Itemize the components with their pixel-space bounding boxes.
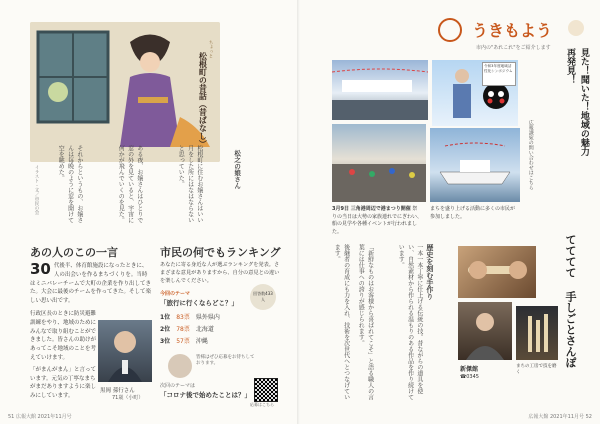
photo-craft-work — [516, 306, 558, 360]
photo-craftsman-art — [458, 302, 512, 360]
story-body-col3: それからというもの、お嬢さんは毎晩のように窓を開けて空を眺めた。 — [57, 145, 83, 223]
side-note: 広報課宛の問い合わせはこちら — [527, 120, 534, 190]
story-credit: イラスト・文／市民の会 — [33, 165, 39, 215]
hitokoto-heading: あの人のこの一言 — [30, 246, 118, 259]
photo-festival-crowd — [332, 124, 426, 202]
hitokoto-body2: 行政区長のときに防災避難訓練をやり、地域のためにみんなで取り組むことができました。皆さんの助けがあってこそ地域のことを考えていけます。 — [30, 310, 97, 361]
right-folio: 広報大館 2021年11月号 52 — [528, 414, 592, 420]
left-folio: 51 広報大館 2021年11月号 — [8, 414, 72, 420]
ranking-rank: 2位 — [160, 326, 171, 333]
story-body-col2: ある夜、お嬢さんはひとりで窓の外を見ていると、宇宙に何かが飛んでいくのを見た。 — [117, 145, 143, 223]
ranking-row — [160, 336, 208, 345]
story-illustration — [30, 22, 220, 162]
ranking-row — [160, 312, 220, 321]
ranking-rank: 1位 — [160, 314, 171, 321]
title-circle-icon — [438, 18, 462, 42]
story-illustration-art — [30, 22, 220, 162]
story-body-col1: 松根町に住むお嬢さんはいい月をした所にはなはならないと思っていた。 — [177, 145, 203, 223]
portrait-art — [98, 320, 152, 382]
ranking-person-icon — [168, 354, 192, 378]
page-title: うきもよう — [472, 21, 553, 40]
story-series-tag: ちょっと — [207, 40, 213, 58]
ranking-count-badge: 回答数433人 — [250, 284, 276, 310]
ranking-next-theme: 「コロナ後で始めたことは？」 — [160, 391, 251, 399]
ranking-rank: 3位 — [160, 338, 171, 345]
story-title: 松根町の昔話（昔ばなし） — [198, 52, 208, 148]
shop-name: 新傑館 — [460, 366, 479, 373]
shop-phone: ☎0345 — [460, 374, 479, 380]
hitokoto-portrait — [98, 320, 152, 382]
craft-caption: まちの工房で技を磨く — [516, 364, 557, 376]
ranking-place: 北海道 — [195, 326, 214, 333]
right-page — [300, 0, 600, 424]
ranking-heading: 市民の何でもランキング — [160, 246, 281, 259]
photo-caption: 3月9日 三角港周辺で港まつり開催 — [332, 206, 411, 212]
photo-craft-work-art — [516, 306, 558, 360]
craft-heading: てててて 手しごとさんぽ — [564, 234, 578, 368]
photo-harbor-crowd — [332, 60, 428, 120]
ranking-votes: 57票 — [176, 338, 190, 345]
craft-body3: 後継者の育成にも力を入れ、技術を次世代へとつなげています。 — [333, 244, 350, 400]
hitokoto-dropcap: 30 — [30, 260, 51, 278]
feature-tag: 令和3年度地域活性化シンポジウム — [482, 62, 516, 86]
craft-body2: 「新鮮なものはお客様から喜ばれてこそ」と語る職人の言葉には仕事への誇りが感じられます。 — [357, 244, 374, 400]
ranking-votes: 83票 — [176, 314, 190, 321]
ranking-theme: 「旅行に行くならどこ？」 — [160, 299, 238, 307]
photo-caption-block — [332, 206, 422, 236]
hitokoto-name: 黒岡 孫行さん — [100, 388, 135, 394]
ranking-next-note: 皆様はぜひ応募をお待ちしております。 — [196, 355, 255, 367]
hitokoto-body3: 「がまんがまん」と言っています。元気の丁寧なまちがまだありますように楽しみにしています。 — [30, 366, 97, 400]
ranking-row — [160, 324, 214, 333]
caption-body2: まちを盛り上げる活動に多くの市民が参加しました。 — [430, 206, 516, 220]
page-subtitle: 市内の"あれこれ"をご紹介します — [476, 45, 551, 51]
ranking-intro: あなたに寄る身近な人が選ぶランキングを発表。さまざまな意見がありますから、自分の意見との違いを楽しんでください。 — [160, 262, 280, 284]
ranking-theme-label: 今回のテーマ — [160, 291, 191, 297]
craft-body1: 一本一本丁寧に仕上げる伝統の技。昔ながらの道具を使い、自然素材から作られる温もりのある作品を作り続けています。 — [397, 244, 423, 400]
craft-col-heading: 歴史を刻む手作り — [425, 244, 434, 300]
ranking-next-label: 次回のテーマは — [160, 383, 196, 389]
qr-code-icon[interactable] — [254, 378, 278, 402]
ranking-votes: 78票 — [176, 326, 190, 333]
ranking-place: 県外県内 — [195, 314, 220, 321]
photo-ship — [430, 128, 520, 202]
feature-heading: 見た！聞いた！地域の魅力再発見！ — [564, 48, 589, 156]
photo-ship-art — [430, 128, 520, 202]
ranking-place: 沖縄 — [195, 338, 208, 345]
ornament-icon — [568, 20, 584, 36]
photo-craftsman — [458, 302, 512, 360]
photo-craft-hands-art — [458, 246, 536, 298]
hitokoto-body: 代後半、体育館施設になったときに、人の出会いを作るまちづくりを。当時はミニバレーチームで大町の企業を作り出してきた。大会に最後のチームを作ってきた。そして楽しい思い出です。 — [30, 263, 152, 305]
photo-craft-hands — [458, 246, 536, 298]
caption-body: 祭りの当日は大勢の家族連れでにぎわい、船の見学や各種イベントが行われました。 — [332, 206, 423, 235]
qr-label: 応募はこちら — [250, 402, 274, 407]
photo-harbor-crowd-art — [332, 60, 428, 120]
photo-festival-crowd-art — [332, 124, 426, 202]
hitokoto-age: 71歳（小町） — [112, 395, 144, 401]
story-subtitle: 松之の娘さん — [233, 150, 242, 189]
